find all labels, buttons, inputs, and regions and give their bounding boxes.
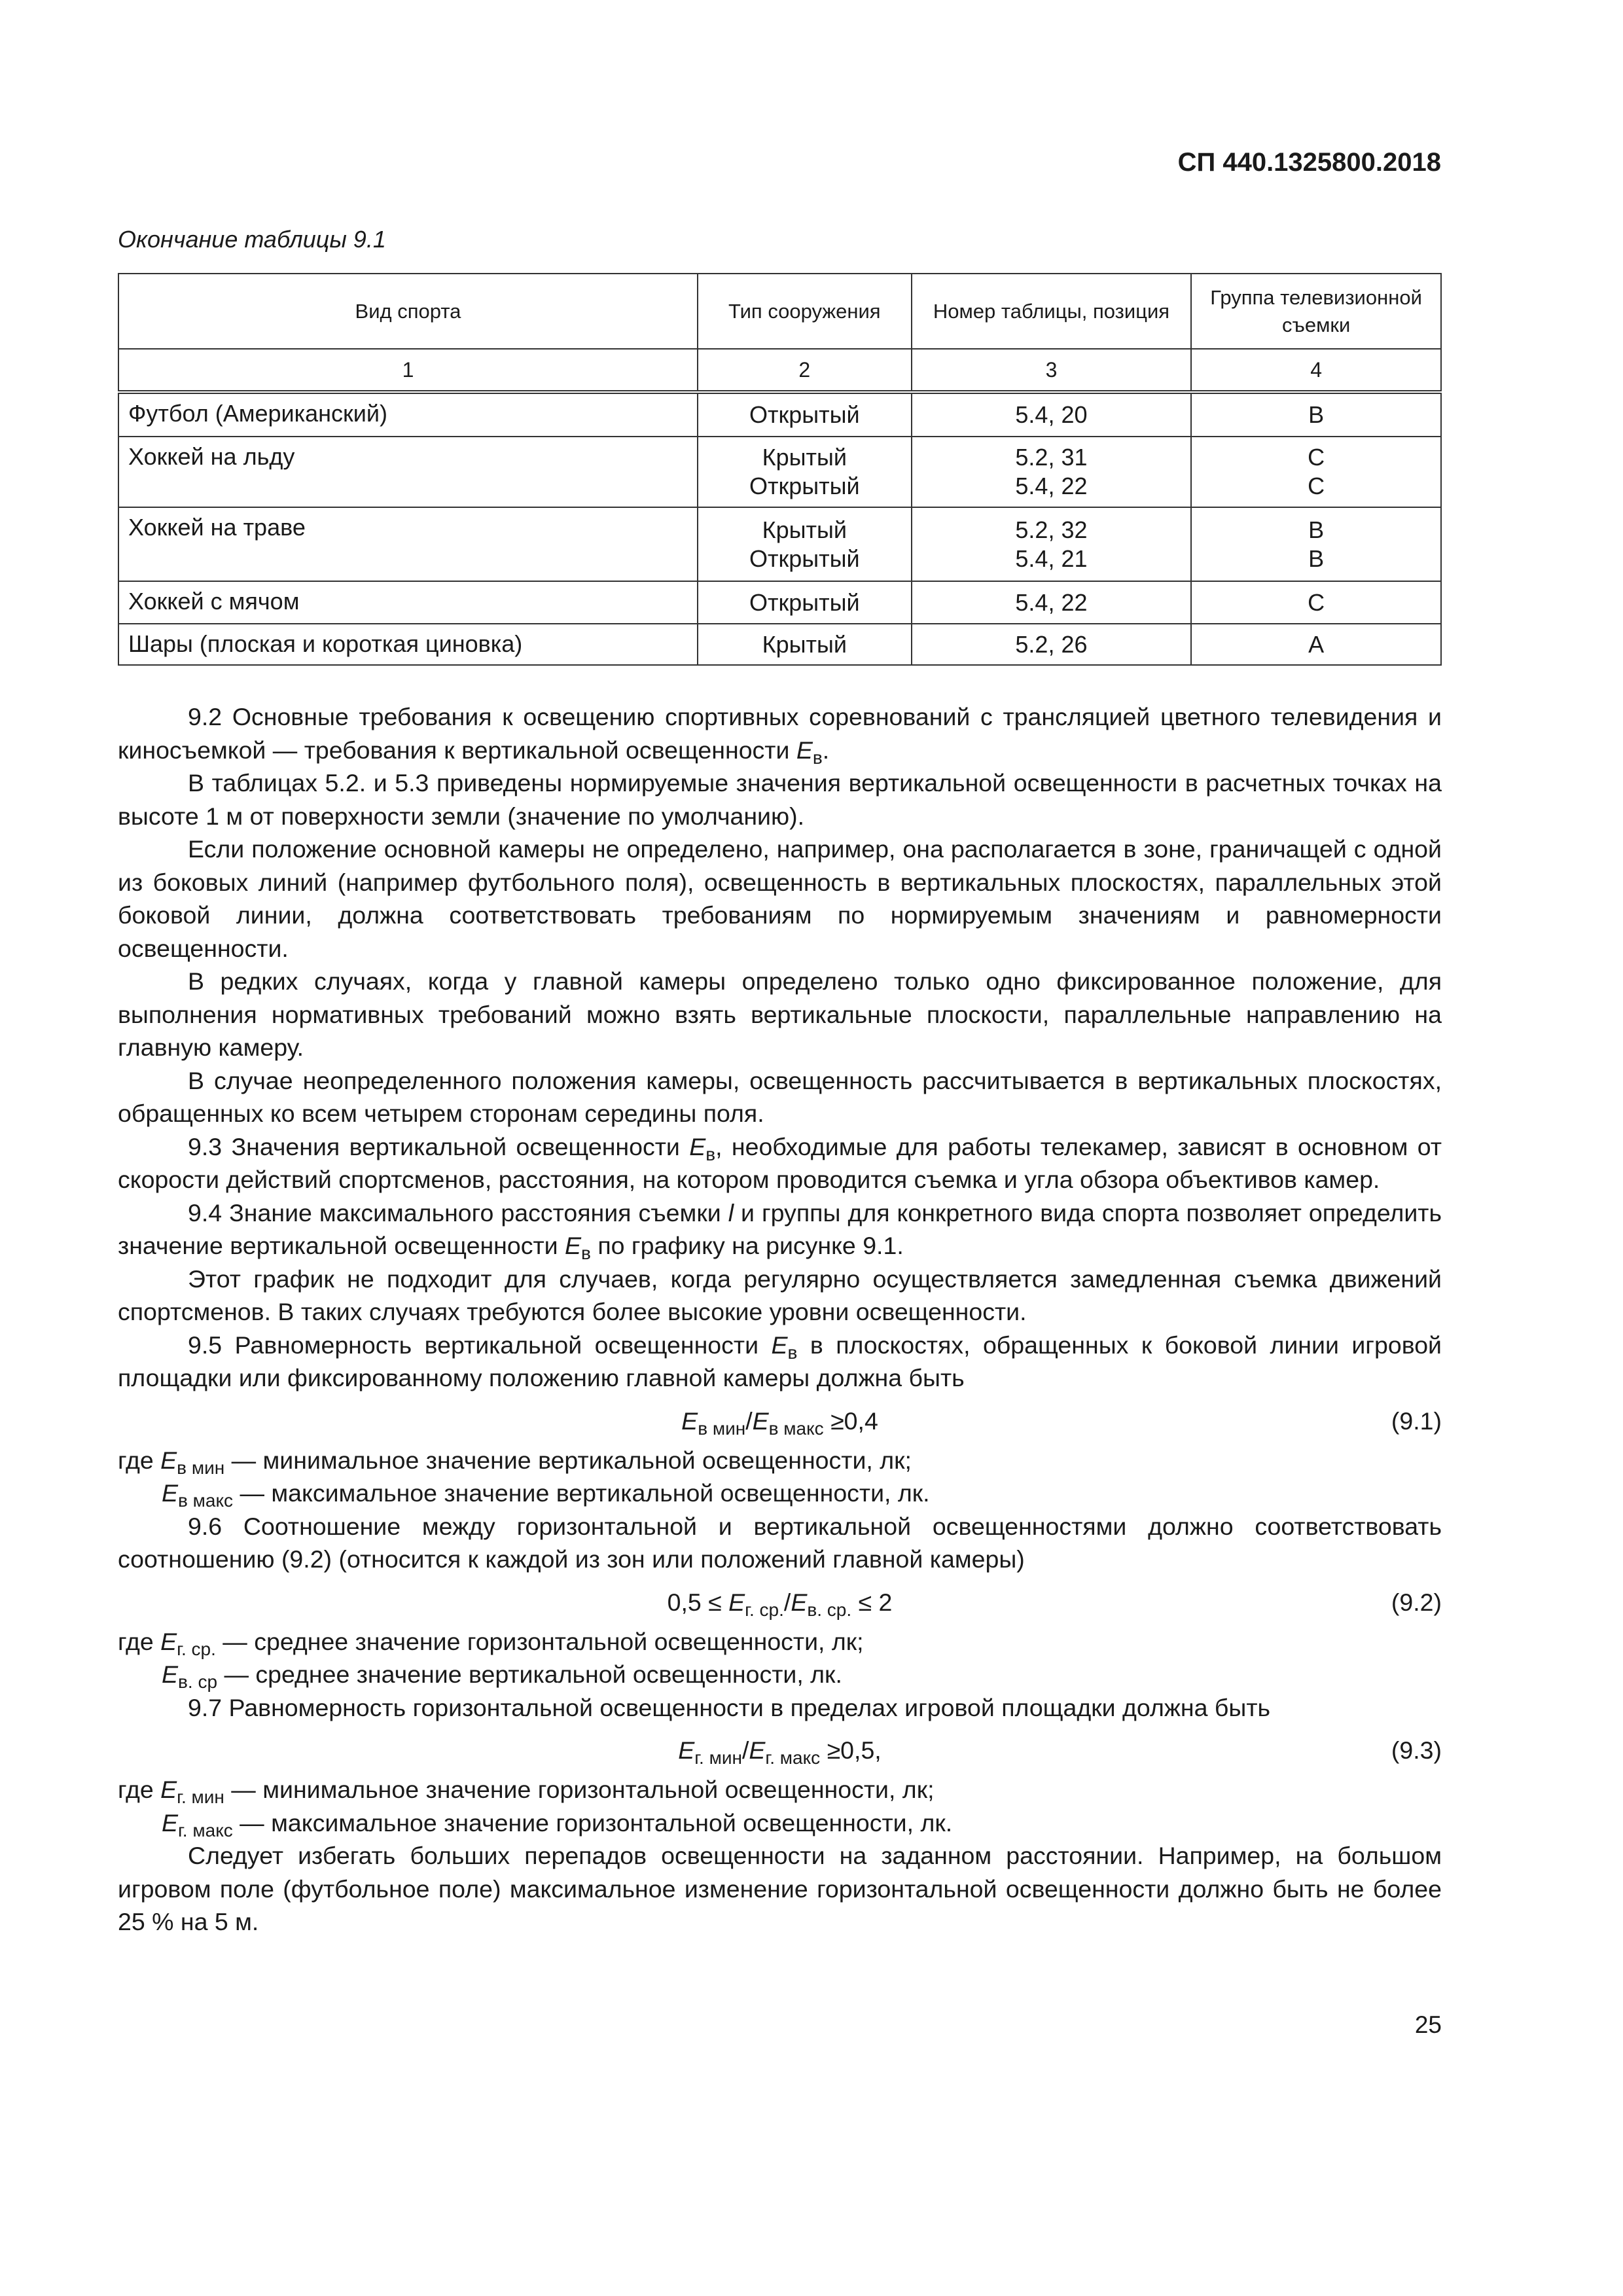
ref-value: 5.2, 31 bbox=[1015, 444, 1088, 471]
column-number: 3 bbox=[912, 349, 1192, 392]
group-cell bbox=[1191, 392, 1441, 437]
ref-cell bbox=[912, 507, 1192, 581]
illuminance-symbol bbox=[771, 1331, 798, 1363]
formula-expression bbox=[678, 1736, 882, 1768]
text-segment: и группы для конкретного вида спорта позволяет определить значение вертикальной освещенности bbox=[118, 1198, 1442, 1259]
type-cell bbox=[698, 437, 912, 507]
text-segment: — минимальное значение вертикальной освещенности, лк; bbox=[224, 1446, 912, 1474]
symbol-subscript: в. ср bbox=[178, 1672, 218, 1692]
type-value: Крытый bbox=[762, 516, 847, 543]
ref-value: 5.4, 22 bbox=[1015, 473, 1088, 499]
symbol-letter: E bbox=[678, 1736, 695, 1764]
type-cell bbox=[698, 581, 912, 624]
symbol-subscript: в мин bbox=[698, 1418, 746, 1439]
table-row bbox=[118, 581, 1441, 624]
ref-cell bbox=[912, 392, 1192, 437]
symbol-letter: E bbox=[749, 1736, 766, 1764]
paragraph bbox=[118, 1064, 1442, 1130]
text-segment: ≥0,4 bbox=[823, 1407, 878, 1435]
paragraph bbox=[118, 833, 1442, 965]
symbol-letter: E bbox=[160, 1776, 177, 1803]
illuminance-symbol bbox=[796, 736, 823, 768]
group-value: C bbox=[1308, 444, 1325, 471]
text-segment: Если положение основной камеры не определено, например, она располагается в зоне, граничащей с одной из боковых линий (например футбольного поля), освещенность в вертикальных плоскостях, параллельных этой боковой линии, должна соответствовать требованиям по нормируемым значениям и равномерности освещенности. bbox=[118, 835, 1442, 962]
symbol-letter: E bbox=[162, 1808, 179, 1837]
type-value: Открытый bbox=[749, 588, 860, 616]
text-segment: 9.3 Значения вертикальной освещенности bbox=[188, 1132, 690, 1160]
table-caption: Окончание таблицы 9.1 bbox=[118, 226, 386, 253]
text-segment: ≤ 2 bbox=[851, 1588, 893, 1616]
text-segment: по графику на рисунке 9.1. bbox=[590, 1232, 904, 1259]
column-number: 2 bbox=[698, 349, 912, 392]
column-header: Тип сооружения bbox=[698, 274, 912, 349]
paragraph bbox=[118, 1839, 1442, 1939]
body-text bbox=[118, 700, 1442, 2039]
text-segment: ≥0,5, bbox=[820, 1736, 882, 1764]
illuminance-symbol bbox=[728, 1588, 784, 1620]
symbol-subscript: г. макс bbox=[765, 1748, 821, 1768]
formula-number: (9.2) bbox=[1391, 1588, 1442, 1616]
symbol-subscript: г. мин bbox=[177, 1787, 224, 1807]
symbol-letter: E bbox=[160, 1446, 177, 1474]
text-segment: В случае неопределенного положения камеры, освещенность рассчитывается в вертикальных плоскостях, обращенных ко всем четырем сторонам середины поля. bbox=[118, 1066, 1442, 1127]
text-segment: Следует избегать больших перепадов освещенности на заданном расстоянии. Например, на большом игровом поле (футбольное поле) максимальное изменение горизонтальной освещенности должно быть не более 25 % на 5 м. bbox=[118, 1842, 1442, 1935]
symbol-letter: E bbox=[689, 1132, 706, 1160]
text-segment: / bbox=[783, 1588, 791, 1616]
symbol-subscript: г. мин bbox=[694, 1748, 742, 1768]
formula-expression bbox=[667, 1588, 893, 1620]
type-cell bbox=[698, 392, 912, 437]
symbol-letter: E bbox=[681, 1407, 698, 1435]
type-cell bbox=[698, 624, 912, 665]
illuminance-symbol bbox=[752, 1407, 824, 1439]
group-value: B bbox=[1308, 545, 1325, 572]
symbol-subscript: в bbox=[787, 1342, 798, 1363]
text-segment: — минимальное значение горизонтальной освещенности, лк; bbox=[224, 1776, 935, 1803]
text-segment: / bbox=[745, 1407, 753, 1435]
ref-cell bbox=[912, 437, 1192, 507]
text-segment: 9.4 Знание максимального расстояния съемки bbox=[188, 1198, 728, 1227]
text-segment: где bbox=[118, 1776, 161, 1803]
paragraph bbox=[118, 1691, 1442, 1725]
where-line bbox=[162, 1658, 1442, 1691]
text-segment: где bbox=[118, 1627, 161, 1655]
symbol-subscript: г. макс bbox=[178, 1820, 233, 1840]
text-segment: В таблицах 5.2. и 5.3 приведены нормируемые значения вертикальной освещенности в расчетных точках на высоте 1 м от поверхности земли (значение по умолчанию). bbox=[118, 769, 1442, 830]
ref-value: 5.4, 22 bbox=[1015, 588, 1088, 616]
symbol-subscript: в bbox=[705, 1143, 716, 1164]
group-cell bbox=[1191, 581, 1441, 624]
type-value: Открытый bbox=[749, 545, 860, 572]
symbol-subscript: в макс bbox=[178, 1490, 234, 1511]
group-value: C bbox=[1308, 588, 1325, 616]
symbol-subscript: г. ср. bbox=[745, 1599, 784, 1620]
column-header: Вид спорта bbox=[118, 274, 698, 349]
formula-expression bbox=[681, 1407, 878, 1439]
sport-cell: Хоккей на траве bbox=[118, 507, 698, 581]
text-segment: 9.5 Равномерность вертикальной освещенности bbox=[188, 1331, 772, 1359]
illuminance-symbol bbox=[160, 1627, 216, 1659]
formula bbox=[118, 1395, 1442, 1444]
type-cell bbox=[698, 507, 912, 581]
symbol-subscript: в bbox=[812, 747, 823, 768]
column-number: 1 bbox=[118, 349, 698, 392]
text-segment: где bbox=[118, 1446, 161, 1474]
type-value: Открытый bbox=[749, 473, 860, 499]
column-header: Номер таблицы, позиция bbox=[912, 274, 1192, 349]
text-segment: — среднее значение вертикальной освещенности, лк. bbox=[217, 1660, 842, 1688]
text-segment: . bbox=[822, 736, 830, 764]
document-code: СП 440.1325800.2018 bbox=[1177, 148, 1441, 177]
ref-value: 5.2, 26 bbox=[1015, 630, 1088, 658]
symbol-letter: E bbox=[752, 1407, 769, 1435]
table-header-row bbox=[118, 274, 1441, 349]
paragraph bbox=[118, 1263, 1442, 1329]
sports-table bbox=[118, 273, 1442, 666]
symbol-letter: E bbox=[162, 1479, 179, 1507]
ref-value: 5.2, 32 bbox=[1015, 516, 1088, 543]
illuminance-symbol bbox=[160, 1446, 225, 1478]
table-row bbox=[118, 392, 1441, 437]
symbol-subscript: в мин bbox=[177, 1457, 225, 1478]
illuminance-symbol bbox=[160, 1776, 224, 1807]
where-line bbox=[162, 1806, 1442, 1840]
symbol-subscript: в макс bbox=[768, 1418, 824, 1439]
table-row bbox=[118, 507, 1441, 581]
text-segment: 9.6 Соотношение между горизонтальной и вертикальной освещенностями должно соответствовать соотношению (9.2) (относится к каждой из зон или положений главной камеры) bbox=[118, 1512, 1442, 1573]
type-value: Крытый bbox=[762, 444, 847, 471]
text-segment: , необходимые для работы телекамер, зависят в основном от скорости действий спортсменов, расстояния, на котором проводится съемка и угла обзора объективов камер. bbox=[118, 1132, 1442, 1193]
symbol-letter: E bbox=[162, 1660, 179, 1688]
type-value: Открытый bbox=[749, 401, 860, 428]
group-value: A bbox=[1308, 630, 1325, 658]
text-segment: — максимальное значение горизонтальной освещенности, лк. bbox=[232, 1808, 953, 1837]
group-cell bbox=[1191, 437, 1441, 507]
symbol-letter: E bbox=[728, 1588, 745, 1616]
paragraph bbox=[118, 1510, 1442, 1576]
text-segment: — среднее значение горизонтальной освещенности, лк; bbox=[215, 1627, 864, 1655]
text-segment: в плоскостях, обращенных к боковой линии игровой площадки или фиксированному положению главной камеры должна быть bbox=[118, 1331, 1442, 1391]
group-value: B bbox=[1308, 516, 1325, 543]
paragraph bbox=[118, 1329, 1442, 1395]
sport-cell: Хоккей на льду bbox=[118, 437, 698, 507]
text-segment: / bbox=[741, 1736, 749, 1764]
paragraph bbox=[118, 766, 1442, 833]
ref-value: 5.4, 20 bbox=[1015, 401, 1088, 428]
group-value: B bbox=[1308, 401, 1325, 428]
where-line bbox=[118, 1625, 1442, 1659]
where-line bbox=[162, 1477, 1442, 1510]
text-segment: Этот график не подходит для случаев, когда регулярно осуществляется замедленная съемка движений спортсменов. В таких случаях требуются более высокие уровни освещенности. bbox=[118, 1265, 1442, 1325]
column-header: Группа телевизионной съемки bbox=[1191, 274, 1441, 349]
sport-cell: Хоккей с мячом bbox=[118, 581, 698, 624]
symbol-subscript: г. ср. bbox=[177, 1638, 216, 1659]
illuminance-symbol bbox=[791, 1588, 852, 1620]
ref-value: 5.4, 21 bbox=[1015, 545, 1088, 572]
illuminance-symbol bbox=[749, 1736, 821, 1768]
illuminance-symbol bbox=[678, 1736, 742, 1768]
text-segment: 0,5 ≤ bbox=[667, 1588, 729, 1616]
illuminance-symbol bbox=[162, 1660, 218, 1692]
column-number: 4 bbox=[1191, 349, 1441, 392]
illuminance-symbol bbox=[162, 1808, 233, 1840]
paragraph bbox=[118, 1130, 1442, 1196]
sport-cell: Футбол (Американский) bbox=[118, 392, 698, 437]
formula-number: (9.3) bbox=[1391, 1736, 1442, 1764]
paragraph bbox=[118, 1196, 1442, 1263]
formula-number: (9.1) bbox=[1391, 1407, 1442, 1435]
where-line bbox=[118, 1773, 1442, 1806]
italic-symbol: l bbox=[728, 1198, 734, 1227]
table-row bbox=[118, 624, 1441, 665]
illuminance-symbol bbox=[162, 1479, 234, 1511]
illuminance-symbol bbox=[689, 1132, 716, 1164]
text-segment: 9.2 Основные требования к освещению спортивных соревнований с трансляцией цветного телевидения и киносъемкой — требования к вертикальной освещенности bbox=[118, 703, 1442, 764]
type-value: Крытый bbox=[762, 630, 847, 658]
text-segment: В редких случаях, когда у главной камеры определено только одно фиксированное положение, для выполнения нормативных требований можно взять вертикальные плоскости, параллельные направлению на главную камеру. bbox=[118, 967, 1442, 1061]
formula bbox=[118, 1576, 1442, 1625]
group-cell bbox=[1191, 507, 1441, 581]
symbol-letter: E bbox=[771, 1331, 788, 1359]
group-value: C bbox=[1308, 473, 1325, 499]
illuminance-symbol bbox=[565, 1232, 591, 1263]
ref-cell bbox=[912, 624, 1192, 665]
symbol-letter: E bbox=[565, 1232, 582, 1259]
symbol-letter: E bbox=[160, 1627, 177, 1655]
ref-cell bbox=[912, 581, 1192, 624]
symbol-letter: E bbox=[791, 1588, 808, 1616]
symbol-subscript: в bbox=[581, 1243, 591, 1263]
table-row bbox=[118, 437, 1441, 507]
where-line bbox=[118, 1444, 1442, 1477]
paragraph bbox=[118, 700, 1442, 766]
paragraph bbox=[118, 965, 1442, 1064]
group-cell bbox=[1191, 624, 1441, 665]
text-segment: — максимальное значение вертикальной освещенности, лк. bbox=[233, 1479, 930, 1507]
sport-cell: Шары (плоская и короткая циновка) bbox=[118, 624, 698, 665]
symbol-subscript: в. ср. bbox=[807, 1599, 852, 1620]
text-segment: 9.7 Равномерность горизонтальной освещенности в пределах игровой площадки должна быть bbox=[188, 1693, 1271, 1721]
symbol-letter: E bbox=[796, 736, 813, 764]
illuminance-symbol bbox=[681, 1407, 746, 1439]
page-number: 25 bbox=[1414, 2011, 1442, 2038]
formula bbox=[118, 1724, 1442, 1773]
column-number-row bbox=[118, 349, 1441, 392]
